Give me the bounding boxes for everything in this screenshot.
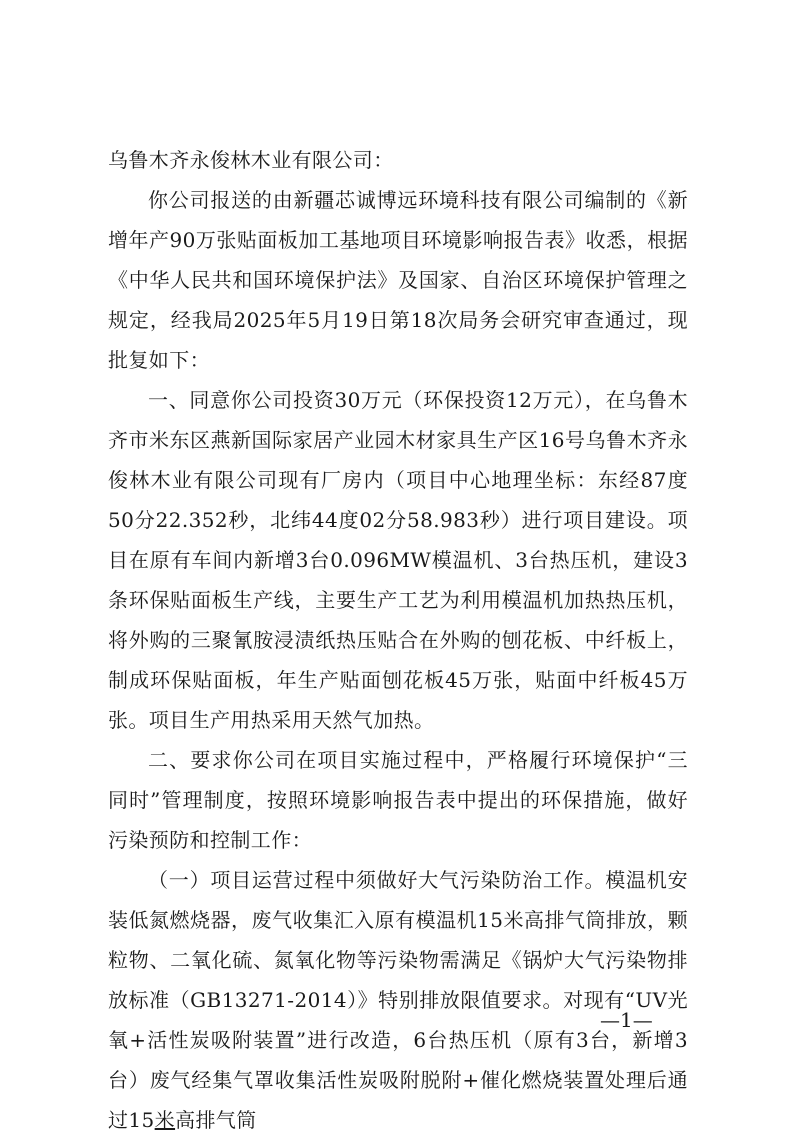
- paragraph-section-two: 二、要求你公司在项目实施过程中，严格履行环境保护“三同时”管理制度，按照环境影响报告表中提出的环保措施，做好污染预防和控制工作：: [108, 748, 688, 852]
- subsection-one-tail: 高排气筒: [175, 1108, 257, 1132]
- page-number: —1—: [600, 1008, 653, 1032]
- paragraph-section-one: 一、同意你公司投资30万元（环保投资12万元），在乌鲁木齐市米东区燕新国际家居产业园木材家具生产区16号乌鲁木齐永俊林木业有限公司现有厂房内（项目中心地理坐标：东经87度50分22.352秒，北纬44度02分58.983秒）进行项目建设。项目在原有车间内新增3台0.096MW模温机、3台热压机，建设3条环保贴面板生产线，主要生产工艺为利用模温机加热热压机，将外购的三聚氰胺浸渍纸热压贴合在外购的刨花板、中纤板上，制成环保贴面板，年生产贴面刨花板45万张，贴面中纤板45万张。项目生产用热采用天然气加热。: [108, 388, 688, 732]
- addressee: 乌鲁木齐永俊林木业有限公司：: [108, 148, 394, 172]
- paragraph-intro: 你公司报送的由新疆芯诚博远环境科技有限公司编制的《新增年产90万张贴面板加工基地项目环境影响报告表》收悉，根据《中华人民共和国环境保护法》及国家、自治区环境保护管理之规定，经我局2025年5月19日第18次局务会研究审查通过，现批复如下：: [108, 188, 688, 372]
- document-body: [108, 140, 688, 1140]
- subsection-one-text: （一）项目运营过程中须做好大气污染防治工作。模温机安装低氮燃烧器，废气收集汇入原有模温机15米高排气筒排放，颗粒物、二氧化硫、氮氧化物等污染物需满足《锅炉大气污染物排放标准（GB13271-2014）》特别排放限值要求。对现有“UV光氧+活性炭吸附装置”进行改造，6台热压机（原有3台，新增3台）废气经集气罩收集活性炭吸附脱附+催化燃烧装置处理后通过15: [108, 868, 688, 1132]
- underlined-unit: 米: [154, 1108, 176, 1132]
- paragraph-subsection-one: [108, 860, 688, 1140]
